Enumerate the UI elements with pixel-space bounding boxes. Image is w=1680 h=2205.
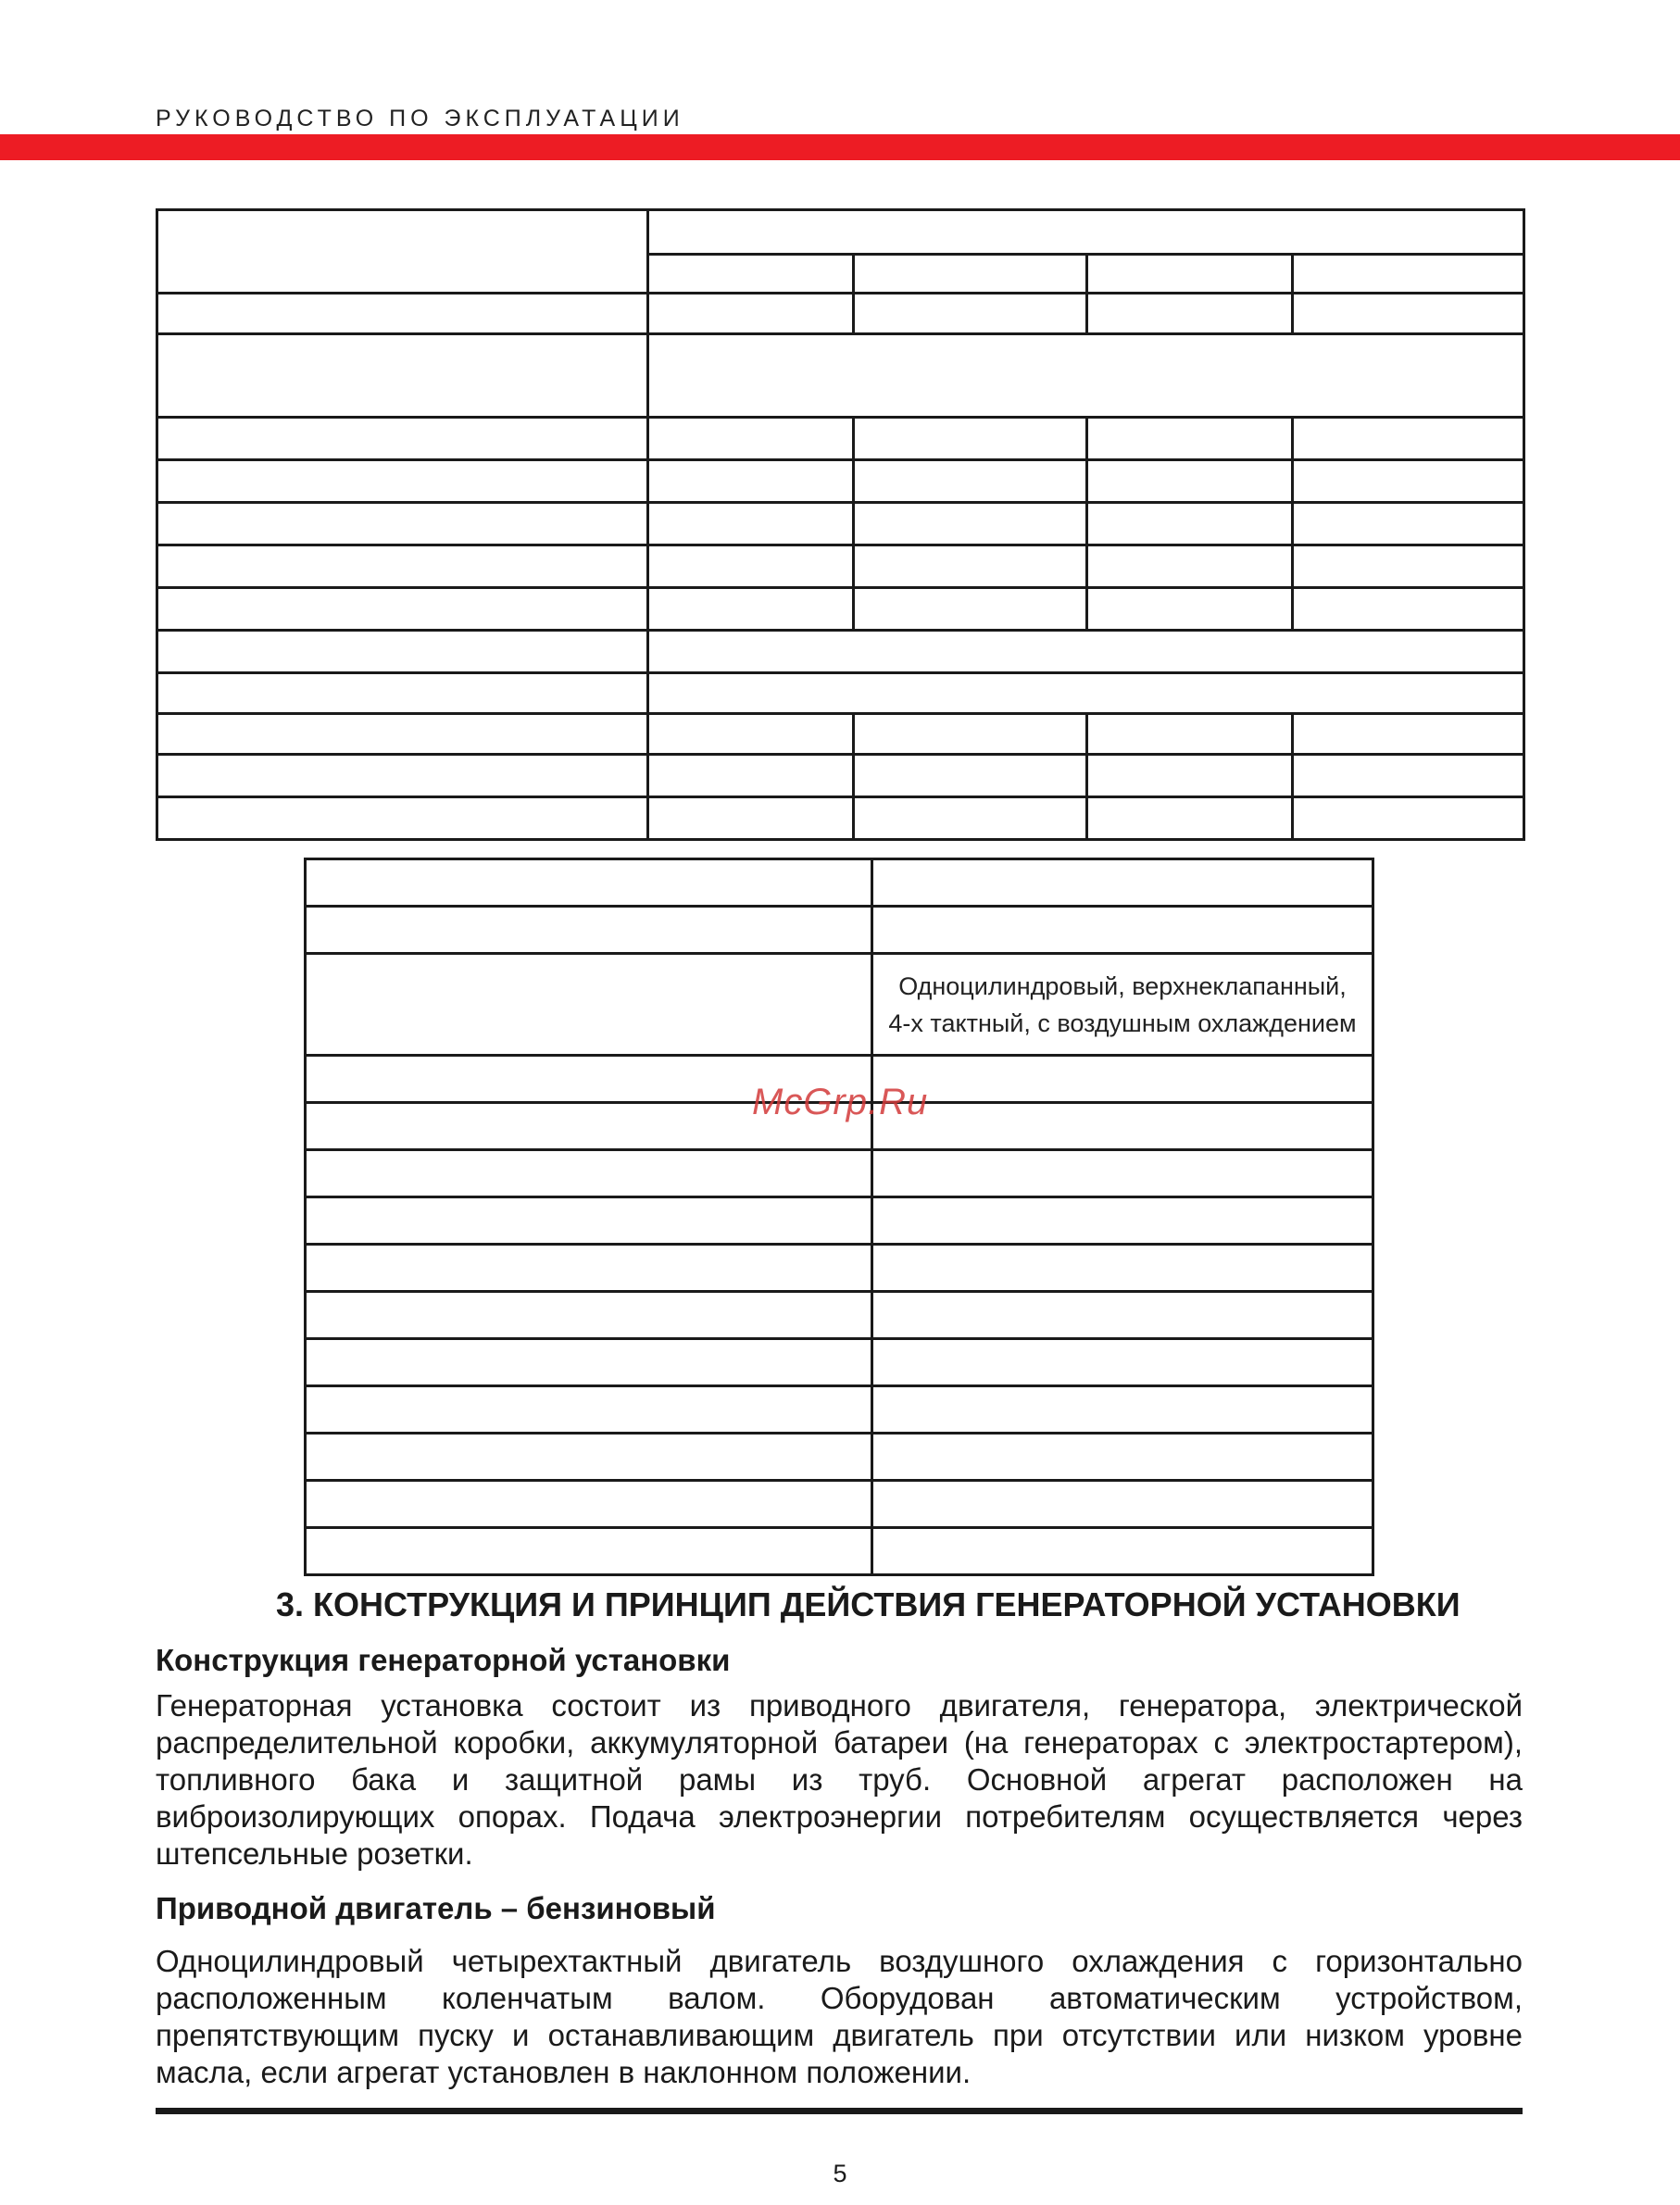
table-cell — [854, 418, 1087, 460]
header-title: РУКОВОДСТВО ПО ЭКСПЛУАТАЦИИ — [156, 106, 684, 132]
table-row — [157, 418, 1524, 460]
table-cell — [157, 797, 648, 840]
table-cell — [306, 859, 872, 907]
table-cell — [1293, 418, 1524, 460]
table-row — [157, 631, 1524, 673]
table-cell — [306, 1339, 872, 1386]
table-cell — [872, 1245, 1373, 1292]
table-cell — [854, 545, 1087, 588]
table-cell — [1293, 797, 1524, 840]
table-cell — [306, 1150, 872, 1197]
table-cell — [306, 1434, 872, 1481]
table-cell — [648, 334, 1524, 418]
table-cell — [872, 1339, 1373, 1386]
table-row — [157, 714, 1524, 755]
table-cell — [648, 255, 854, 294]
table-row — [157, 334, 1524, 418]
table-row — [306, 1245, 1373, 1292]
table-cell — [1293, 714, 1524, 755]
table-cell — [872, 1386, 1373, 1434]
table-cell — [1087, 797, 1293, 840]
table-cell — [1087, 294, 1293, 334]
table-row — [306, 1339, 1373, 1386]
table-cell — [1087, 255, 1293, 294]
table-cell — [648, 503, 854, 545]
paragraph-engine: Одноцилиндровый четырехтактный двигатель воздушного охлаждения с горизонтально расположенным коленчатым валом. Оборудован автоматическим устройством, препятствующим пуску и останавливающим двигатель при отсутствии или низком уровне масла, если агрегат установлен в наклонном положении. — [156, 1944, 1523, 2089]
section-heading: 3. КОНСТРУКЦИЯ И ПРИНЦИП ДЕЙСТВИЯ ГЕНЕРАТОРНОЙ УСТАНОВКИ — [276, 1585, 1461, 1623]
table-cell — [1087, 714, 1293, 755]
table-cell — [157, 714, 648, 755]
spec-table — [156, 208, 1525, 841]
table-cell — [648, 460, 854, 503]
table-cell — [872, 1150, 1373, 1197]
table-row — [306, 1292, 1373, 1339]
table-cell — [854, 797, 1087, 840]
table-cell — [648, 294, 854, 334]
table-cell — [854, 294, 1087, 334]
table-cell — [157, 418, 648, 460]
table-cell — [854, 460, 1087, 503]
table-cell — [854, 503, 1087, 545]
subheading-engine: Приводной двигатель – бензиновый — [156, 1891, 716, 1925]
table-cell — [157, 334, 648, 418]
table-cell — [1087, 755, 1293, 797]
table-row — [157, 294, 1524, 334]
table-cell — [648, 210, 1524, 255]
table-cell — [854, 588, 1087, 631]
table-row — [306, 1434, 1373, 1481]
table-row — [157, 460, 1524, 503]
table-cell — [306, 1481, 872, 1528]
table-cell — [648, 418, 854, 460]
table-row — [157, 755, 1524, 797]
table-cell — [1087, 503, 1293, 545]
table-cell — [157, 673, 648, 714]
engine-type-line1: Одноцилиндровый, верхнеклапанный, — [898, 971, 1347, 1000]
table-cell — [1087, 588, 1293, 631]
header-red-band — [0, 134, 1680, 160]
table-row — [306, 1386, 1373, 1434]
table-row — [306, 1528, 1373, 1575]
table-row — [157, 588, 1524, 631]
table-cell — [872, 1434, 1373, 1481]
table-row — [157, 673, 1524, 714]
table-cell — [872, 907, 1373, 954]
table-cell — [1293, 588, 1524, 631]
table-cell — [872, 1056, 1373, 1103]
table-cell — [157, 631, 648, 673]
table-cell — [1087, 460, 1293, 503]
table-cell — [157, 545, 648, 588]
table-row — [157, 797, 1524, 840]
table-cell — [872, 1481, 1373, 1528]
table-cell — [1293, 294, 1524, 334]
table-cell — [872, 1292, 1373, 1339]
table-cell — [306, 1197, 872, 1245]
table-row — [157, 503, 1524, 545]
bottom-rule — [156, 2108, 1523, 2114]
table-cell — [854, 714, 1087, 755]
table-row — [306, 907, 1373, 954]
table-cell — [648, 545, 854, 588]
table-cell — [157, 503, 648, 545]
table-cell — [1293, 460, 1524, 503]
page-number: 5 — [833, 2160, 847, 2187]
table-cell — [157, 755, 648, 797]
table-cell — [872, 1197, 1373, 1245]
table-row — [306, 1197, 1373, 1245]
table-cell — [1293, 503, 1524, 545]
engine-type-line2: 4-х тактный, с воздушным охлаждением — [888, 1009, 1357, 1037]
table-cell — [648, 631, 1524, 673]
engine-table — [304, 858, 1374, 1576]
table-cell — [872, 1103, 1373, 1150]
table-row — [306, 1481, 1373, 1528]
table-row — [306, 1150, 1373, 1197]
table-cell — [648, 673, 1524, 714]
table-cell — [854, 755, 1087, 797]
table-cell — [306, 907, 872, 954]
table-cell — [648, 755, 854, 797]
table-cell — [306, 954, 872, 1056]
table-cell — [306, 1528, 872, 1575]
table-cell — [1087, 545, 1293, 588]
table-cell — [1293, 255, 1524, 294]
subheading-construction: Конструкция генераторной установки — [156, 1643, 731, 1677]
table-cell — [854, 255, 1087, 294]
table-cell — [306, 1245, 872, 1292]
table-cell — [157, 588, 648, 631]
table-cell — [1087, 418, 1293, 460]
table-cell — [157, 460, 648, 503]
table-cell — [306, 1386, 872, 1434]
table-cell — [157, 210, 648, 294]
table-cell — [1293, 545, 1524, 588]
table-row — [157, 545, 1524, 588]
table-cell — [157, 294, 648, 334]
table-cell — [648, 714, 854, 755]
paragraph-construction: Генераторная установка состоит из приводного двигателя, генератора, электрической распределительной коробки, аккумуляторной батареи (на генераторах с электростартером), топливного бака и защитной рамы из труб. Основной агрегат расположен на виброизолирующих опорах. Подача электроэнергии потребителям осуществляется через штепсельные розетки. — [156, 1688, 1523, 1871]
watermark: McGrp.Ru — [752, 1082, 929, 1122]
table-row — [306, 859, 1373, 907]
table-cell — [648, 797, 854, 840]
engine-type-cell — [872, 954, 1373, 1056]
table-row — [157, 210, 1524, 255]
table-cell — [648, 588, 854, 631]
table-cell — [306, 1292, 872, 1339]
table-row — [306, 954, 1373, 1056]
table-cell — [872, 1528, 1373, 1575]
table-cell — [1293, 755, 1524, 797]
table-cell — [872, 859, 1373, 907]
